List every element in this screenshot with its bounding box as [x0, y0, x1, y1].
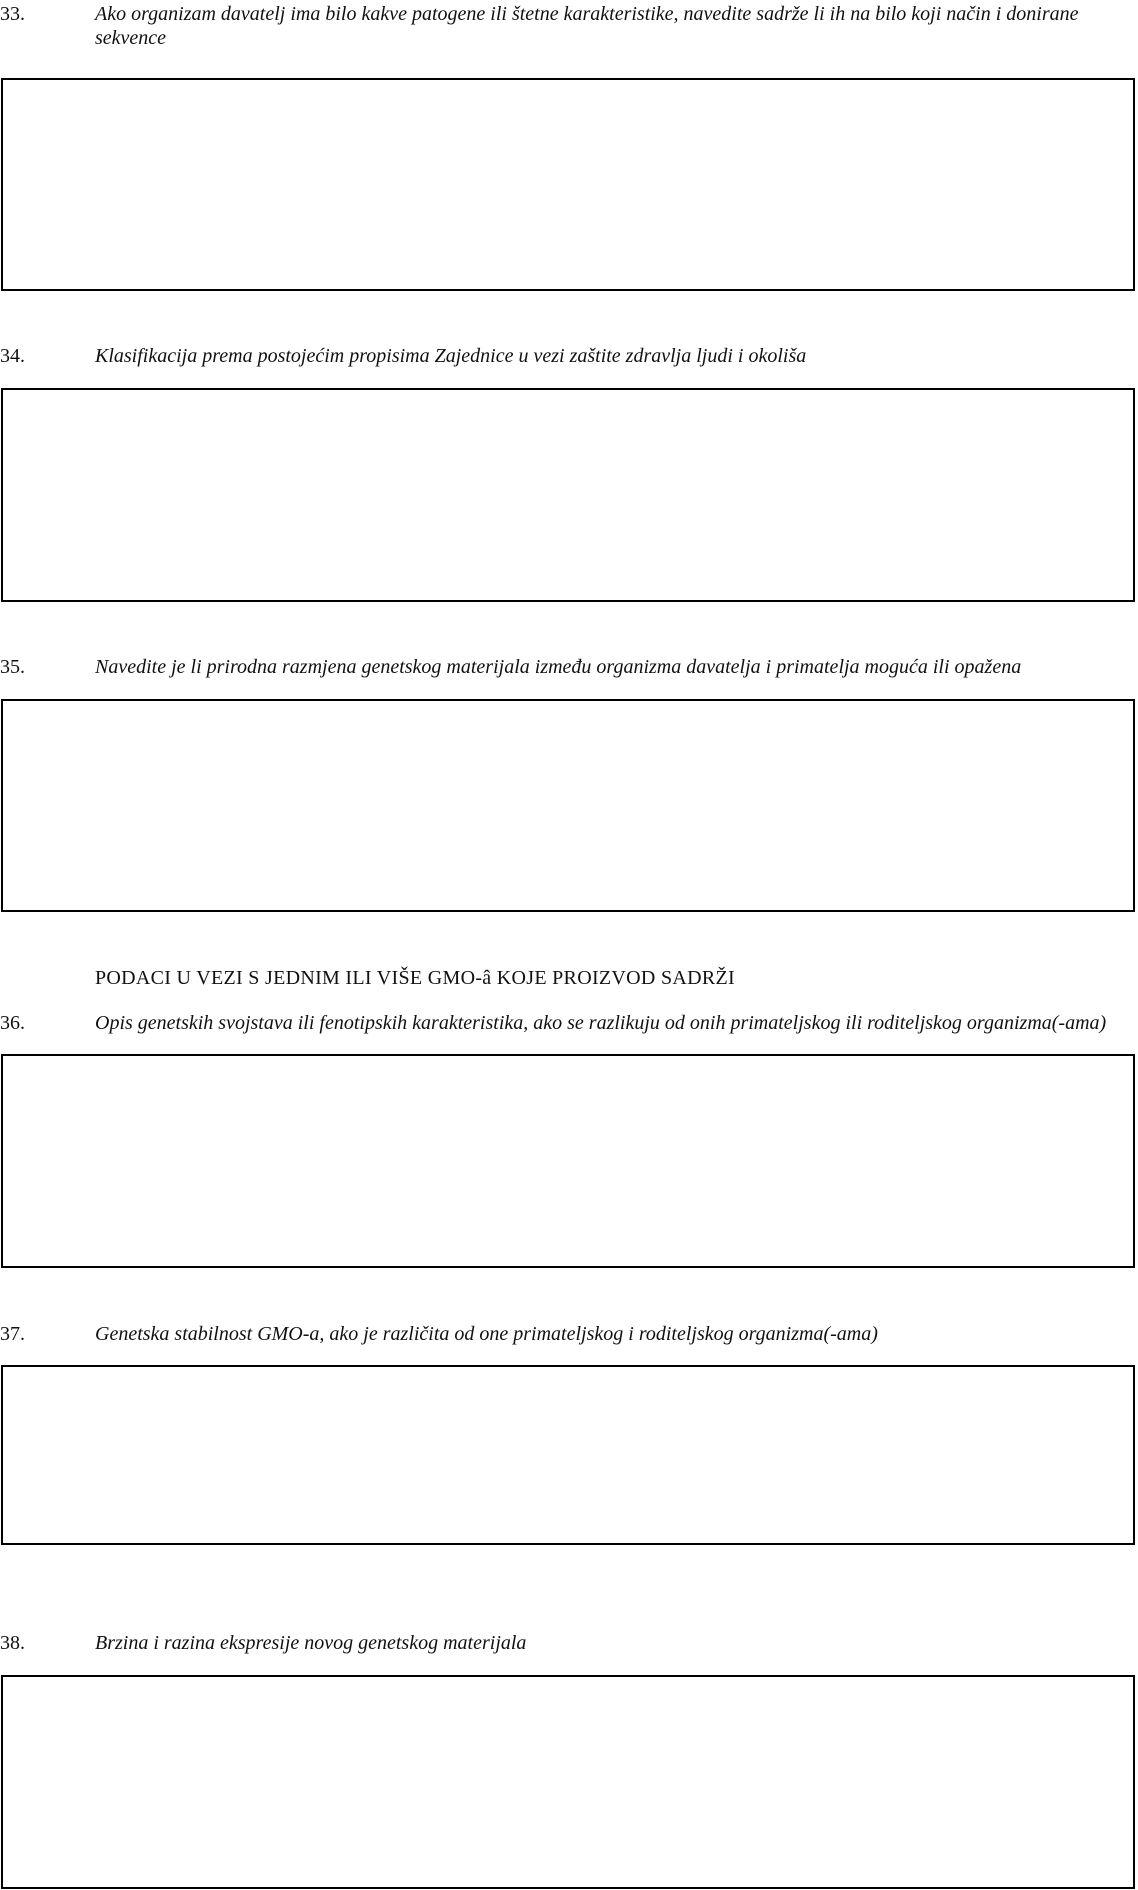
question-36-text: Opis genetskih svojstava ili fenotipskih karakteristika, ako se razlikuju od onih primateljskog ili roditeljskog organizma(-ama)	[95, 1012, 1107, 1034]
question-34-number: 34.	[0, 345, 25, 367]
answer-box-33[interactable]	[1, 78, 1135, 291]
answer-box-35[interactable]	[1, 699, 1135, 912]
question-35-text: Navedite je li prirodna razmjena genetskog materijala između organizma davatelja i primatelja moguća ili opažena	[95, 656, 1022, 678]
question-37-number: 37.	[0, 1323, 25, 1345]
question-38-number: 38.	[0, 1632, 25, 1654]
question-36-number: 36.	[0, 1012, 25, 1034]
question-33-number: 33.	[0, 3, 25, 25]
answer-box-37[interactable]	[1, 1365, 1135, 1545]
section-heading: PODACI U VEZI S JEDNIM ILI VIŠE GMO-â KOJE PROIZVOD SADRŽI	[95, 967, 735, 989]
question-35-number: 35.	[0, 656, 25, 678]
question-37-text: Genetska stabilnost GMO-a, ako je različita od one primateljskog i roditeljskog organizma(-ama)	[95, 1323, 878, 1345]
answer-box-36[interactable]	[1, 1054, 1135, 1268]
answer-box-38[interactable]	[1, 1675, 1135, 1889]
question-38-text: Brzina i razina ekspresije novog genetskog materijala	[95, 1632, 527, 1654]
question-34-text: Klasifikacija prema postojećim propisima Zajednice u vezi zaštite zdravlja ljudi i okoliša	[95, 345, 807, 367]
question-33-text: Ako organizam davatelj ima bilo kakve patogene ili štetne karakteristike, navedite sadrže li ih na bilo koji način i donirane sekvence	[95, 3, 1079, 49]
answer-box-34[interactable]	[1, 388, 1135, 602]
